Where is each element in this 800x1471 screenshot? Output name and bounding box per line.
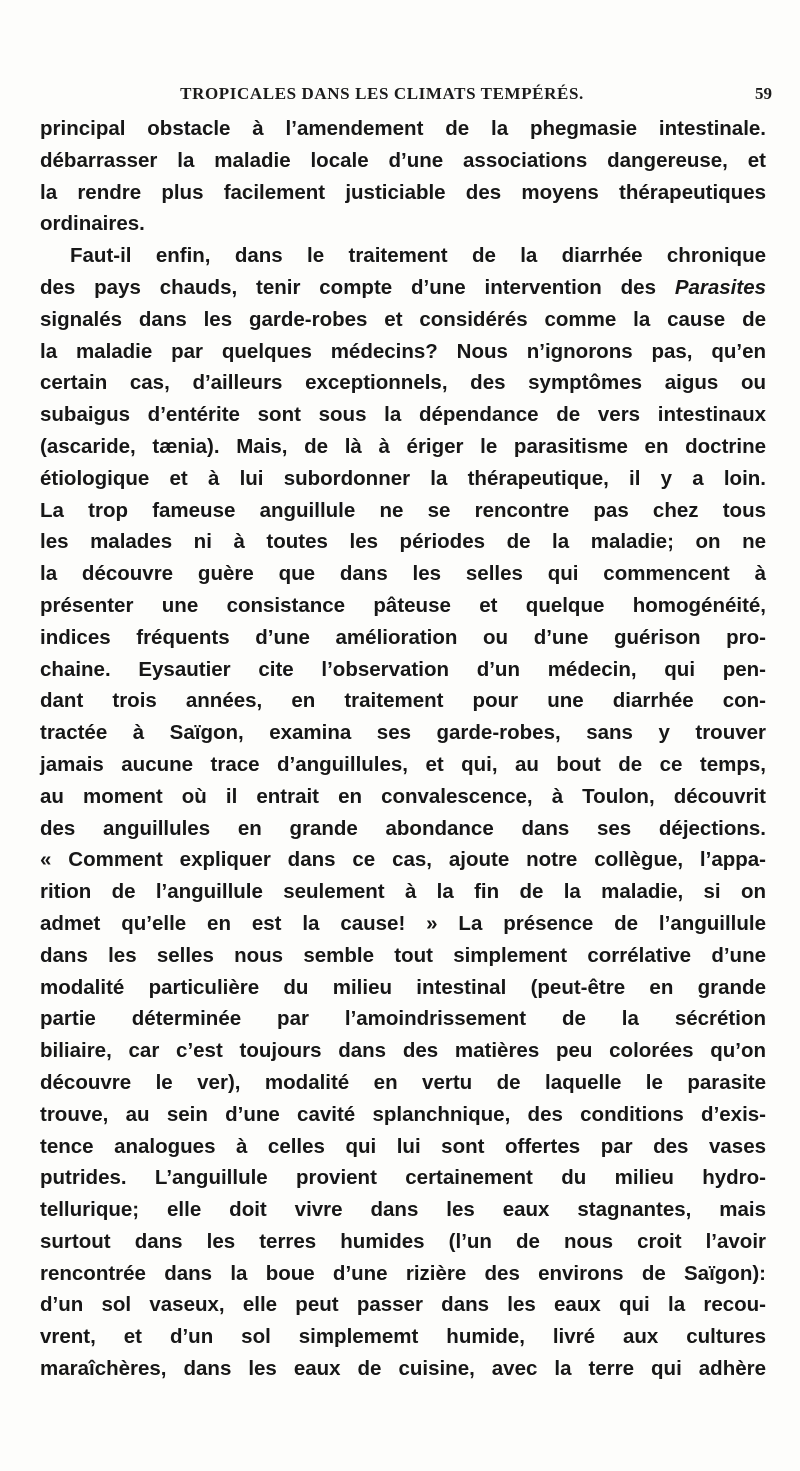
- text-line: signalés dans les garde-robes et considérés comme la cause de: [40, 307, 766, 331]
- italic-word: Parasites: [674, 275, 766, 299]
- text-line: étiologique et à lui subordonner la thérapeutique, il y a loin.: [40, 466, 766, 490]
- text-line: « Comment expliquer dans ce cas, ajoute notre collègue, l’appa-: [40, 848, 766, 872]
- text-line: la rendre plus facilement justiciable des moyens thérapeutiques: [40, 180, 766, 204]
- text-line: la découvre guère que dans les selles qui commencent à: [40, 562, 766, 586]
- text-line: des anguillules en grande abondance dans ses déjections.: [40, 816, 766, 840]
- text-line: La trop fameuse anguillule ne se rencontre pas chez tous: [40, 498, 766, 522]
- text-line: tence analogues à celles qui lui sont offertes par des vases: [40, 1134, 766, 1158]
- text-line: modalité particulière du milieu intestinal (peut-être en grande: [40, 975, 766, 999]
- page-number: 59: [755, 84, 772, 103]
- text-line: tellurique; elle doit vivre dans les eaux stagnantes, mais: [40, 1198, 766, 1222]
- text-line: putrides. L’anguillule provient certainement du milieu hydro-: [40, 1166, 766, 1190]
- text-line: découvre le ver), modalité en vertu de laquelle le parasite: [40, 1070, 766, 1094]
- text-line: certain cas, d’ailleurs exceptionnels, des symptômes aigus ou: [40, 371, 766, 395]
- text-line: débarrasser la maladie locale d’une associations dangereuse, et: [40, 148, 766, 172]
- text-line: chaine. Eysautier cite l’observation d’un médecin, qui pen-: [40, 657, 766, 681]
- text-line: la maladie par quelques médecins? Nous n’ignorons pas, qu’en: [40, 339, 766, 363]
- text-line: dans les selles nous semble tout simplement corrélative d’une: [40, 943, 766, 967]
- text-line: rition de l’anguillule seulement à la fin de la maladie, si on: [40, 880, 766, 904]
- text-line: [40, 272, 766, 304]
- text-line: présenter une consistance pâteuse et quelque homogénéité,: [40, 593, 766, 617]
- text-line: biliaire, car c’est toujours dans des matières peu colorées qu’on: [40, 1039, 766, 1063]
- text-line: principal obstacle à l’amendement de la phegmasie intestinale.: [40, 117, 766, 140]
- text-line: maraîchères, dans les eaux de cuisine, avec la terre qui adhère: [40, 1357, 766, 1381]
- text-line: subaigus d’entérite sont sous la dépendance de vers intestinaux: [40, 403, 766, 427]
- text-line: indices fréquents d’une amélioration ou d’une guérison pro-: [40, 625, 766, 649]
- text-line: admet qu’elle en est la cause! » La présence de l’anguillule: [40, 911, 766, 935]
- text-line-start: des pays chauds, tenir compte d’une intervention des: [40, 275, 656, 299]
- text-line: les malades ni à toutes les périodes de la maladie; on ne: [40, 530, 766, 554]
- text-line: (ascaride, tænia). Mais, de là à ériger le parasitisme en doctrine: [40, 434, 766, 458]
- text-line: tractée à Saïgon, examina ses garde-robes, sans y trouver: [40, 721, 766, 745]
- text-line: trouve, au sein d’une cavité splanchnique, des conditions d’exis-: [40, 1102, 766, 1126]
- running-head: TROPICALES DANS LES CLIMATS TEMPÉRÉS.: [180, 84, 584, 103]
- text-line: rencontrée dans la boue d’une rizière des environs de Saïgon):: [40, 1261, 766, 1285]
- body-text: [40, 113, 766, 1385]
- text-line: surtout dans les terres humides (l’un de nous croit l’avoir: [40, 1229, 766, 1253]
- text-line: dant trois années, en traitement pour une diarrhée con-: [40, 689, 766, 713]
- text-line: au moment où il entrait en convalescence, à Toulon, découvrit: [40, 784, 766, 808]
- text-line: Faut-il enfin, dans le traitement de la diarrhée chronique: [70, 244, 766, 268]
- text-line: partie déterminée par l’amoindrissement de la sécrétion: [40, 1007, 766, 1031]
- text-line: vrent, et d’un sol simplememt humide, livré aux cultures: [40, 1325, 766, 1349]
- text-line: ordinaires.: [40, 212, 145, 236]
- text-line: d’un sol vaseux, elle peut passer dans les eaux qui la recou-: [40, 1293, 766, 1317]
- text-line: jamais aucune trace d’anguillules, et qui, au bout de ce temps,: [40, 752, 766, 776]
